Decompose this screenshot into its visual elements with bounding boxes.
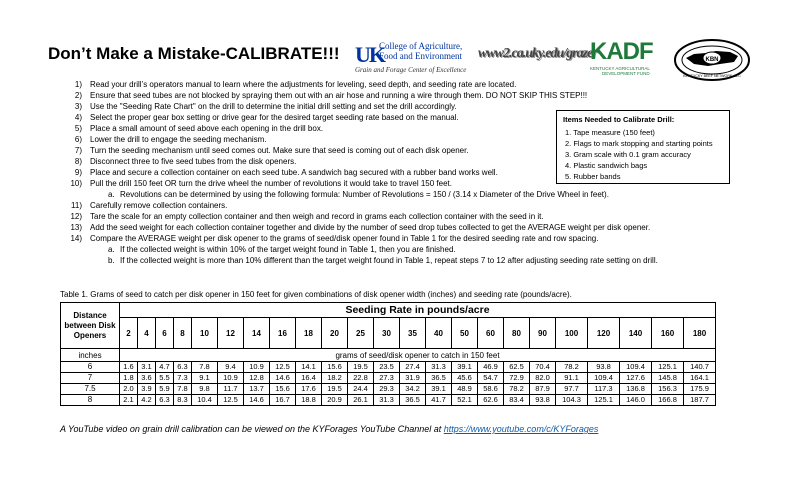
table-cell: 12.5	[270, 362, 296, 373]
table-cell: 145.8	[652, 373, 684, 384]
table-cell: 31.9	[400, 373, 426, 384]
table-cell: 136.8	[620, 384, 652, 395]
rate-col-header: 35	[400, 318, 426, 349]
table-cell: 19.5	[322, 384, 348, 395]
table-cell: 6.3	[156, 395, 174, 406]
table-cell: 1.6	[120, 362, 138, 373]
table-cell: 24.4	[348, 384, 374, 395]
kadf-logo	[588, 38, 668, 80]
kbn-logo	[672, 36, 752, 90]
table-cell: 82.0	[530, 373, 556, 384]
table-cell: 5.5	[156, 373, 174, 384]
rate-col-header: 4	[138, 318, 156, 349]
table-cell: 12.5	[218, 395, 244, 406]
table-cell: 4.7	[156, 362, 174, 373]
table-cell: 3.9	[138, 384, 156, 395]
table-cell: 125.1	[652, 362, 684, 373]
items-box-item-4: 4. Plastic sandwich bags	[565, 161, 648, 170]
table-cell: 3.6	[138, 373, 156, 384]
youtube-note	[60, 424, 598, 434]
kbn-emblem-icon	[672, 36, 752, 90]
table-cell: 11.7	[218, 384, 244, 395]
table-cell: 93.8	[530, 395, 556, 406]
rate-col-header: 160	[652, 318, 684, 349]
uk-logo-line1: College of Agriculture,	[379, 41, 463, 51]
rate-col-header: 40	[426, 318, 452, 349]
table-cell: 146.0	[620, 395, 652, 406]
table-cell: 26.1	[348, 395, 374, 406]
table-cell: 187.7	[684, 395, 716, 406]
rate-col-header: 6	[156, 318, 174, 349]
table-cell: 14.1	[296, 362, 322, 373]
table-cell: 117.3	[588, 384, 620, 395]
table-cell: 2.1	[120, 395, 138, 406]
kadf-logo-sub2: DEVELOPMENT FUND	[602, 71, 650, 76]
grazer-url-logo	[478, 44, 597, 72]
kbn-logo-text: KBN	[705, 57, 719, 63]
rate-col-header: 18	[296, 318, 322, 349]
row-distance: 7.5	[61, 384, 120, 395]
table-cell: 109.4	[620, 362, 652, 373]
table-cell: 16.7	[270, 395, 296, 406]
table-cell: 164.1	[684, 373, 716, 384]
table-cell: 3.1	[138, 362, 156, 373]
table-cell: 14.6	[244, 395, 270, 406]
table-cell: 58.6	[478, 384, 504, 395]
table-cell: 39.1	[426, 384, 452, 395]
table-cell: 83.4	[504, 395, 530, 406]
table-cell: 62.5	[504, 362, 530, 373]
table-cell: 156.3	[652, 384, 684, 395]
units-right: grams of seed/disk opener to catch in 150 feet	[120, 349, 716, 362]
rate-col-header: 80	[504, 318, 530, 349]
rate-col-header: 180	[684, 318, 716, 349]
distance-header: Distance between Disk Openers	[61, 303, 120, 349]
table-cell: 104.3	[556, 395, 588, 406]
uk-cafe-logo	[355, 40, 473, 78]
table-cell: 17.6	[296, 384, 322, 395]
table-cell: 6.3	[174, 362, 192, 373]
table-cell: 127.6	[620, 373, 652, 384]
table-cell: 62.6	[478, 395, 504, 406]
table-cell: 125.1	[588, 395, 620, 406]
table-cell: 15.6	[322, 362, 348, 373]
table-row	[61, 395, 716, 406]
table-cell: 34.2	[400, 384, 426, 395]
items-box-item-1: 1. Tape measure (150 feet)	[565, 128, 655, 137]
page-title: Don’t Make a Mistake-CALIBRATE!!!	[48, 44, 340, 63]
table-cell: 1.8	[120, 373, 138, 384]
row-distance: 8	[61, 395, 120, 406]
table-cell: 93.8	[588, 362, 620, 373]
table-cell: 18.2	[322, 373, 348, 384]
kadf-logo-sub1: KENTUCKY AGRICULTURAL	[590, 66, 650, 71]
table-cell: 97.7	[556, 384, 588, 395]
table-cell: 87.9	[530, 384, 556, 395]
table-cell: 72.9	[504, 373, 530, 384]
table-cell: 9.1	[192, 373, 218, 384]
table-cell: 91.1	[556, 373, 588, 384]
rate-col-header: 60	[478, 318, 504, 349]
table-row	[61, 362, 716, 373]
table-cell: 13.7	[244, 384, 270, 395]
rate-col-header: 14	[244, 318, 270, 349]
table-cell: 22.8	[348, 373, 374, 384]
table-cell: 5.9	[156, 384, 174, 395]
rate-col-header: 140	[620, 318, 652, 349]
table-cell: 7.3	[174, 373, 192, 384]
table-cell: 12.8	[244, 373, 270, 384]
table-cell: 78.2	[504, 384, 530, 395]
table-cell: 175.9	[684, 384, 716, 395]
table-cell: 19.5	[348, 362, 374, 373]
youtube-channel-link[interactable]: https://www.youtube.com/c/KYForages	[443, 424, 599, 434]
table-cell: 18.8	[296, 395, 322, 406]
table-row	[61, 373, 716, 384]
rate-col-header: 12	[218, 318, 244, 349]
table-cell: 10.4	[192, 395, 218, 406]
table-cell: 52.1	[452, 395, 478, 406]
table-cell: 36.5	[400, 395, 426, 406]
items-box-item-5: 5. Rubber bands	[565, 172, 621, 181]
table-cell: 70.4	[530, 362, 556, 373]
table-cell: 48.9	[452, 384, 478, 395]
rate-col-header: 25	[348, 318, 374, 349]
table-cell: 8.3	[174, 395, 192, 406]
row-distance: 6	[61, 362, 120, 373]
table-cell: 4.2	[138, 395, 156, 406]
table-cell: 166.8	[652, 395, 684, 406]
items-box-item-3: 3. Gram scale with 0.1 gram accuracy	[565, 150, 691, 159]
uk-logo-mark: UK	[355, 42, 384, 67]
table-cell: 54.7	[478, 373, 504, 384]
grazer-url-text: www2.ca.uky.edu/grazer	[478, 46, 597, 61]
table-cell: 46.9	[478, 362, 504, 373]
rate-col-header: 120	[588, 318, 620, 349]
table-cell: 9.8	[192, 384, 218, 395]
table-cell: 20.9	[322, 395, 348, 406]
table-cell: 23.5	[374, 362, 400, 373]
table-cell: 78.2	[556, 362, 588, 373]
rate-col-header: 50	[452, 318, 478, 349]
rate-col-header: 2	[120, 318, 138, 349]
table-row	[61, 384, 716, 395]
table-caption: Table 1. Grams of seed to catch per disk opener in 150 feet for given combinations of disk opener width (inches) and seeding rate (pounds/acre).	[60, 290, 572, 299]
rate-col-header: 100	[556, 318, 588, 349]
rate-col-header: 10	[192, 318, 218, 349]
kbn-logo-ring-text: KENTUCKY BEEF NETWORK, LLC	[683, 74, 741, 78]
table-cell: 2.0	[120, 384, 138, 395]
youtube-note-text: A YouTube video on grain drill calibration can be viewed on the KYForages YouTube Channel at	[60, 424, 444, 434]
row-distance: 7	[61, 373, 120, 384]
uk-logo-line3: Grain and Forage Center of Excellence	[355, 66, 467, 74]
table-cell: 41.7	[426, 395, 452, 406]
table-cell: 31.3	[374, 395, 400, 406]
rate-col-header: 20	[322, 318, 348, 349]
table-cell: 31.3	[426, 362, 452, 373]
seeding-rate-table	[60, 302, 716, 406]
table-cell: 29.3	[374, 384, 400, 395]
rate-col-header: 8	[174, 318, 192, 349]
table-cell: 27.4	[400, 362, 426, 373]
table-cell: 109.4	[588, 373, 620, 384]
table-cell: 7.8	[192, 362, 218, 373]
table-cell: 7.8	[174, 384, 192, 395]
uk-logo-line2: Food and Environment	[379, 51, 462, 61]
items-needed-box	[556, 110, 730, 184]
kadf-logo-text: KADF	[590, 38, 653, 65]
table-cell: 10.9	[244, 362, 270, 373]
table-cell: 16.4	[296, 373, 322, 384]
table-cell: 15.6	[270, 384, 296, 395]
table-cell: 36.5	[426, 373, 452, 384]
table-cell: 10.9	[218, 373, 244, 384]
table-cell: 9.4	[218, 362, 244, 373]
rate-header-row	[61, 318, 716, 349]
items-box-title: Items Needed to Calibrate Drill:	[563, 115, 675, 124]
rate-col-header: 16	[270, 318, 296, 349]
table-cell: 45.6	[452, 373, 478, 384]
table-cell: 140.7	[684, 362, 716, 373]
rate-col-header: 30	[374, 318, 400, 349]
seeding-rate-header: Seeding Rate in pounds/acre	[120, 303, 716, 318]
items-box-item-2: 2. Flags to mark stopping and starting points	[565, 139, 713, 148]
table-cell: 39.1	[452, 362, 478, 373]
table-cell: 14.6	[270, 373, 296, 384]
table-cell: 27.3	[374, 373, 400, 384]
units-left: inches	[61, 349, 120, 362]
rate-col-header: 90	[530, 318, 556, 349]
